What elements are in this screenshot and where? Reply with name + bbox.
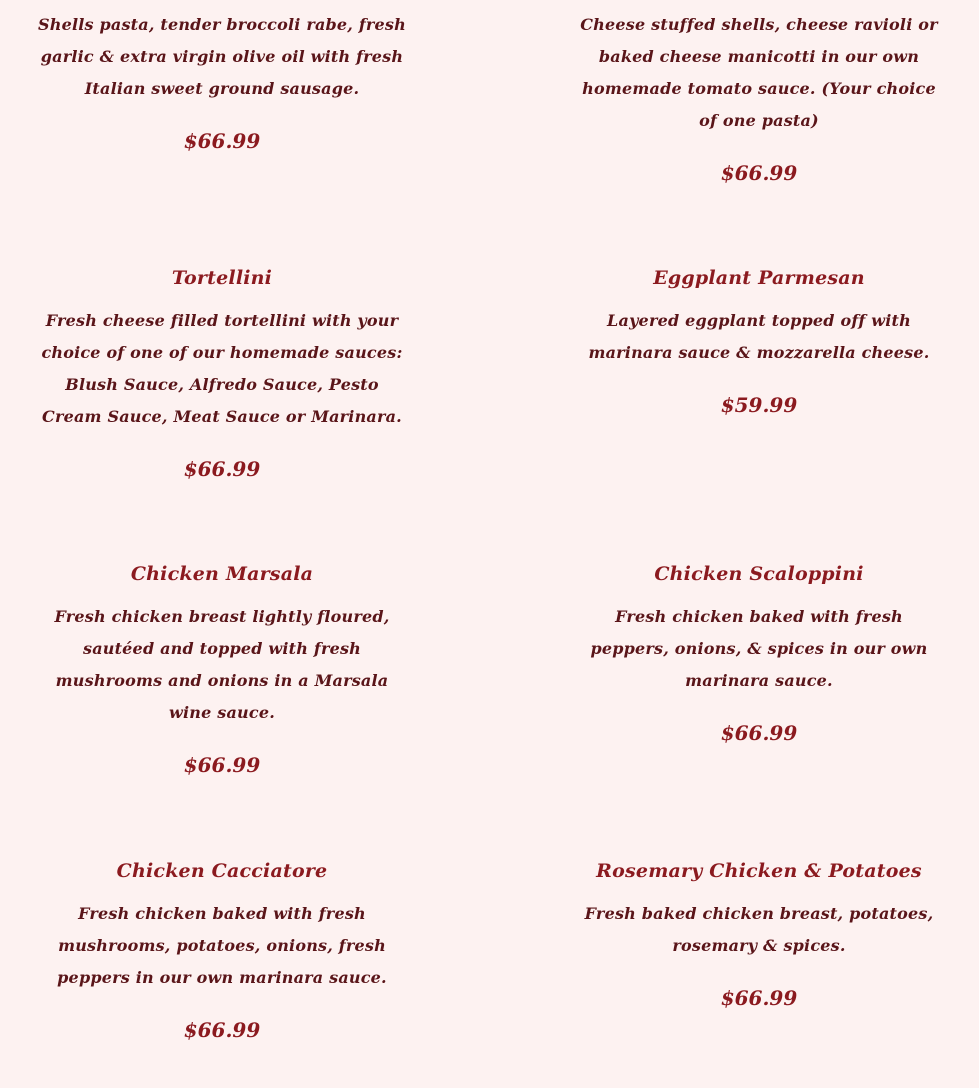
menu-item-description: Fresh chicken breast lightly floured, sautéed and topped with fresh mushrooms and onions in a Marsala wine sauce.: [54, 607, 390, 722]
menu-item-description: Fresh cheese filled tortellini with your choice of one of our homemade sauces: Blush Sauce, Alfredo Sauce, Pesto Cream Sauce, Meat Sauce or Marinara.: [41, 311, 403, 426]
menu-item-price: $66.99: [183, 457, 261, 481]
menu-item-title: Eggplant Parmesan: [653, 267, 865, 289]
menu-item-description: Shells pasta, tender broccoli rabe, fresh garlic & extra virgin olive oil with fresh Italian sweet ground sausage.: [38, 15, 406, 98]
menu-item: [573, 267, 945, 416]
menu-item: [36, 860, 408, 1041]
menu-item: [573, 563, 945, 744]
menu-item-description: Fresh chicken baked with fresh mushrooms, potatoes, onions, fresh peppers in our own marinara sauce.: [57, 904, 387, 987]
menu-item-title: Rosemary Chicken & Potatoes: [596, 860, 922, 882]
menu-item-price: $66.99: [720, 161, 798, 185]
menu-item-price: $66.99: [183, 753, 261, 777]
menu-item-price: $66.99: [720, 986, 798, 1010]
menu-item-price: $59.99: [720, 393, 798, 417]
menu-item: [36, 563, 408, 776]
menu-item-title: Tortellini: [171, 267, 273, 289]
menu-item: [573, 860, 945, 1009]
menu-item-price: $66.99: [183, 1018, 261, 1042]
menu-item-description: Fresh chicken baked with fresh peppers, onions, & spices in our own marinara sauce.: [590, 607, 928, 690]
menu-item-price: $66.99: [183, 129, 261, 153]
menu-item-title: Chicken Cacciatore: [116, 860, 328, 882]
menu-item-title: Chicken Marsala: [130, 563, 314, 585]
menu-item-description: Fresh baked chicken breast, potatoes, rosemary & spices.: [584, 904, 934, 955]
menu-item: [36, 9, 408, 152]
menu-item-description: Cheese stuffed shells, cheese ravioli or baked cheese manicotti in our own homemade tomato sauce. (Your choice of one pasta): [580, 15, 938, 130]
menu-item: [36, 267, 408, 480]
menu-item-description: Layered eggplant topped off with marinara sauce & mozzarella cheese.: [588, 311, 930, 362]
menu-item: [573, 9, 945, 184]
menu-item-price: $66.99: [720, 721, 798, 745]
menu-item-title: Chicken Scaloppini: [654, 563, 864, 585]
